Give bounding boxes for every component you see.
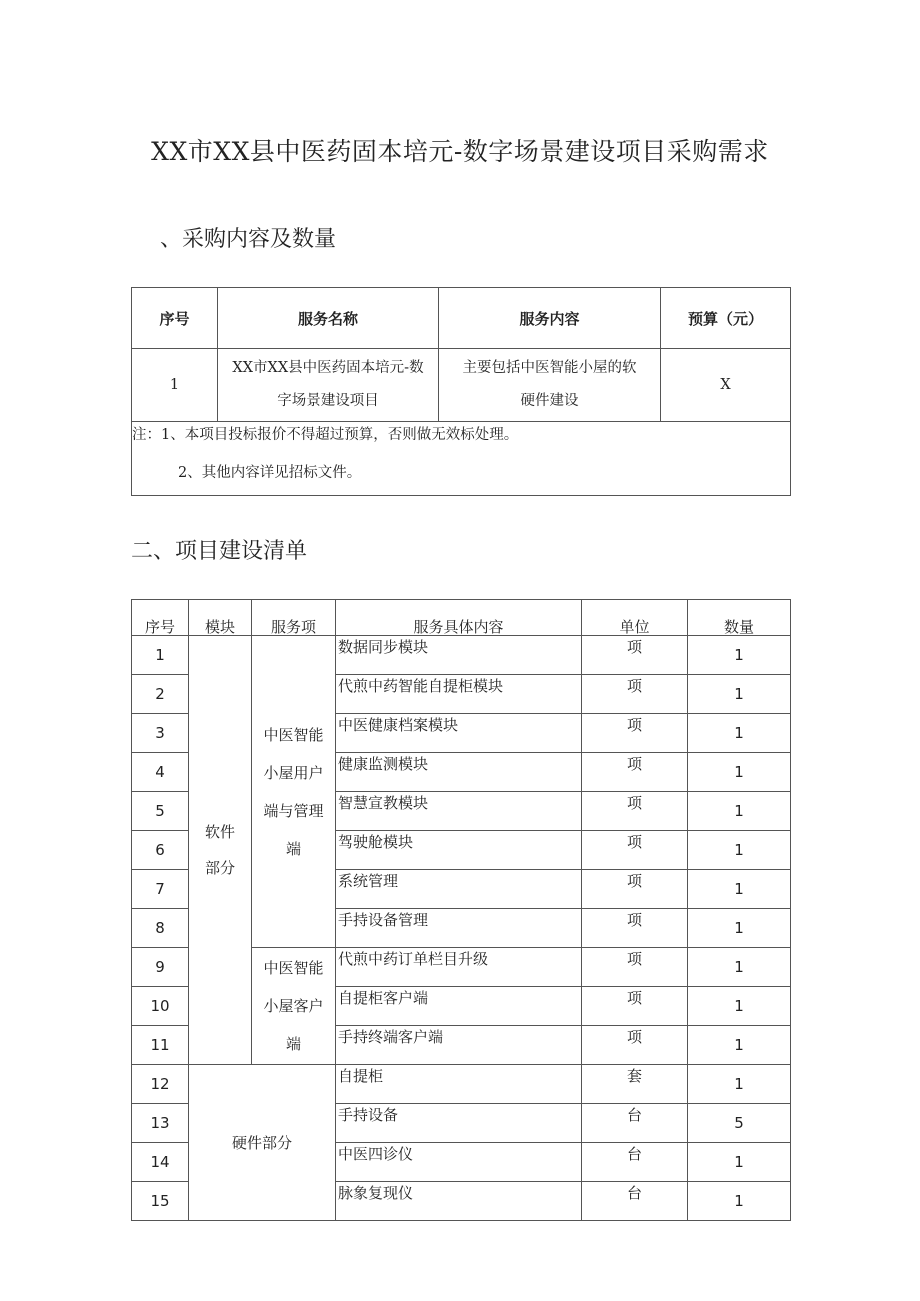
quantity: 1: [688, 1065, 791, 1104]
row-number: 2: [132, 675, 189, 714]
row-number: 1: [132, 636, 189, 675]
header-cell: 服务内容: [439, 288, 661, 349]
header-cell: 服务名称: [218, 288, 439, 349]
quantity: 1: [688, 792, 791, 831]
group-line: 小屋用户: [263, 763, 324, 782]
module-line: 部分: [204, 859, 235, 877]
service-content: 数据同步模块: [336, 636, 582, 675]
row-number: 9: [132, 948, 189, 987]
quantity: 1: [688, 987, 791, 1026]
group-line: 端与管理: [263, 801, 324, 820]
service-name: [218, 349, 439, 422]
service-name-line: XX市XX县中医药固本培元-数: [232, 360, 424, 376]
table-row: [132, 1065, 791, 1104]
row-number: 11: [132, 1026, 189, 1065]
header-cell: 数量: [688, 600, 791, 636]
table-row: [132, 349, 791, 422]
unit: 项: [582, 987, 688, 1026]
service-content-line: 硬件建设: [520, 393, 579, 409]
unit: 项: [582, 948, 688, 987]
row-number: 7: [132, 870, 189, 909]
service-name-line: 字场景建设项目: [277, 393, 379, 409]
unit: 项: [582, 753, 688, 792]
service-content: 脉象复现仪: [336, 1182, 582, 1221]
row-number: 1: [132, 349, 218, 422]
header-cell: 预算（元）: [661, 288, 791, 349]
unit: 项: [582, 909, 688, 948]
service-group-user-admin: [252, 636, 336, 948]
quantity: 1: [688, 636, 791, 675]
quantity: 1: [688, 1182, 791, 1221]
unit: 项: [582, 870, 688, 909]
service-content: 系统管理: [336, 870, 582, 909]
table-note: [132, 422, 791, 496]
quantity: 1: [688, 1143, 791, 1182]
service-content: 手持终端客户端: [336, 1026, 582, 1065]
service-group-client: [252, 948, 336, 1065]
quantity: 1: [688, 948, 791, 987]
project-list-table: [131, 599, 791, 1221]
service-content: 代煎中药订单栏目升级: [336, 948, 582, 987]
service-content: 代煎中药智能自提柜模块: [336, 675, 582, 714]
table-header-row: [132, 288, 791, 349]
row-number: 10: [132, 987, 189, 1026]
note-line: 注：1、本项目投标报价不得超过预算，否则做无效标处理。: [132, 427, 519, 443]
service-content: [439, 349, 661, 422]
unit: 台: [582, 1143, 688, 1182]
header-cell: 序号: [132, 288, 218, 349]
service-content: 自提柜客户端: [336, 987, 582, 1026]
page-title: XX市XX县中医药固本培元-数字场景建设项目采购需求: [151, 137, 769, 166]
quantity: 1: [688, 1026, 791, 1065]
row-number: 14: [132, 1143, 189, 1182]
unit: 项: [582, 675, 688, 714]
service-content: 中医健康档案模块: [336, 714, 582, 753]
header-cell: 序号: [132, 600, 189, 636]
row-number: 3: [132, 714, 189, 753]
header-cell: 服务具体内容: [336, 600, 582, 636]
module-hardware: 硬件部分: [189, 1065, 336, 1221]
service-content: 驾驶舱模块: [336, 831, 582, 870]
header-cell: 服务项: [252, 600, 336, 636]
section-heading-procurement: 、采购内容及数量: [160, 227, 337, 252]
row-number: 15: [132, 1182, 189, 1221]
note-line: 2、其他内容详见招标文件。: [178, 465, 362, 481]
service-content: 手持设备管理: [336, 909, 582, 948]
module-software: [189, 636, 252, 1065]
service-content: 中医四诊仪: [336, 1143, 582, 1182]
service-content: 自提柜: [336, 1065, 582, 1104]
unit: 项: [582, 831, 688, 870]
unit: 台: [582, 1104, 688, 1143]
row-number: 8: [132, 909, 189, 948]
table-header-row: [132, 600, 791, 636]
quantity: 5: [688, 1104, 791, 1143]
service-content: 智慧宣教模块: [336, 792, 582, 831]
module-line: 软件: [204, 823, 235, 841]
quantity: 1: [688, 831, 791, 870]
header-cell: 模块: [189, 600, 252, 636]
table-row: [132, 636, 791, 675]
group-line: 小屋客户: [263, 997, 324, 1015]
quantity: 1: [688, 753, 791, 792]
unit: 项: [582, 1026, 688, 1065]
row-number: 12: [132, 1065, 189, 1104]
procurement-table: [131, 287, 791, 496]
row-number: 6: [132, 831, 189, 870]
service-content: 健康监测模块: [336, 753, 582, 792]
quantity: 1: [688, 675, 791, 714]
unit: 项: [582, 636, 688, 675]
group-line: 中医智能: [263, 959, 324, 977]
row-number: 4: [132, 753, 189, 792]
quantity: 1: [688, 870, 791, 909]
group-line: 端: [285, 1035, 301, 1053]
row-number: 13: [132, 1104, 189, 1143]
section-heading-project-list: 二、项目建设清单: [131, 539, 308, 564]
quantity: 1: [688, 714, 791, 753]
service-content-line: 主要包括中医智能小屋的软: [462, 360, 637, 376]
group-line: 中医智能: [263, 725, 324, 744]
unit: 项: [582, 792, 688, 831]
row-number: 5: [132, 792, 189, 831]
header-cell: 单位: [582, 600, 688, 636]
quantity: 1: [688, 909, 791, 948]
unit: 项: [582, 714, 688, 753]
budget-value: X: [661, 349, 791, 422]
service-content: 手持设备: [336, 1104, 582, 1143]
group-line: 端: [285, 839, 301, 858]
unit: 套: [582, 1065, 688, 1104]
unit: 台: [582, 1182, 688, 1221]
